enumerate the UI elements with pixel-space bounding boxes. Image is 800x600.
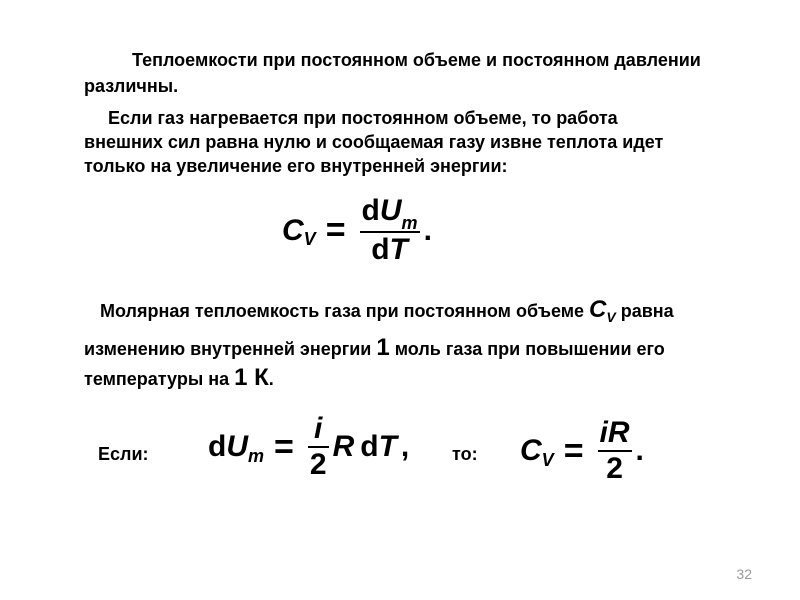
paragraph-2-line-2: внешних сил равна нулю и сообщаемая газу извне теплота идет: [84, 132, 664, 152]
formula-2-r: R: [332, 430, 355, 463]
formula-2-equals: =: [274, 427, 294, 466]
formula-1-den-var: T: [389, 233, 408, 266]
formula-3-numerator: iR: [599, 416, 630, 449]
formula-1-num-d: d: [361, 194, 380, 227]
formula-2-denominator: 2: [309, 448, 327, 481]
paragraph-2-line-3: только на увеличение его внутренней энергии:: [84, 156, 508, 176]
formula-2-fraction: [308, 412, 329, 482]
formula-1-num-subscript: m: [401, 213, 418, 233]
formula-internal-energy-differential: [208, 412, 409, 482]
formula-1-equals: =: [325, 211, 346, 249]
formula-3-fraction: [598, 416, 632, 486]
formula-3-equals: =: [563, 431, 584, 470]
formula-2-u-subscript: m: [248, 445, 265, 466]
formula-2-d: d: [208, 430, 227, 463]
formula-1-num-var: U: [379, 194, 402, 227]
formula-2-comma: ,: [400, 430, 410, 463]
formula-3-denominator: 2: [606, 452, 623, 485]
formula-3-c-subscript: V: [541, 449, 554, 470]
formula-1-den-d: d: [371, 233, 390, 266]
then-label: то:: [452, 444, 478, 464]
paragraph-3-line-2: [84, 336, 665, 361]
formula-1-period: .: [423, 213, 432, 247]
paragraph-2-line-1: Если газ нагревается при постоянном объеме, то работа: [108, 108, 618, 128]
formula-2-numerator: i: [314, 412, 323, 445]
paragraph-3-symbol-subscript: V: [606, 309, 616, 325]
formula-heat-capacity-definition: [282, 194, 432, 267]
formula-3-c: C: [520, 434, 542, 467]
paragraph-3-symbol-c: C: [589, 296, 607, 323]
formula-2-dt-t: T: [378, 430, 397, 463]
paragraph-3-line-3-tail: .: [268, 369, 274, 389]
formula-2-dt-d: d: [360, 430, 379, 463]
paragraph-3-number-one: 1: [376, 334, 390, 361]
paragraph-3-line-1-text: Молярная теплоемкость газа при постоянном объеме: [100, 301, 590, 321]
paragraph-1-line-2: различны.: [84, 76, 179, 96]
paragraph-3-one-kelvin: 1 К: [234, 364, 269, 391]
formula-2-u: U: [226, 430, 248, 463]
formula-3-period: .: [635, 434, 644, 467]
formula-1-fraction: [360, 194, 420, 267]
paragraph-3-line-2-text: изменению внутренней энергии: [84, 339, 377, 359]
paragraph-3-line-1-tail: равна: [615, 301, 674, 321]
formula-1-lhs-subscript: V: [303, 229, 316, 249]
formula-heat-capacity-result: [520, 416, 644, 486]
formula-1-numerator: [360, 194, 420, 231]
paragraph-3-line-2-tail: моль газа при повышении его: [389, 339, 665, 359]
paragraph-3-line-1: [100, 298, 674, 324]
page-number: 32: [736, 566, 752, 582]
formula-1-lhs: C: [282, 213, 304, 247]
if-label: Если:: [98, 444, 149, 464]
paragraph-1-line-1: Теплоемкости при постоянном объеме и постоянном давлении: [132, 50, 701, 70]
paragraph-3-line-3-text: температуры на: [84, 369, 235, 389]
formula-1-denominator: [369, 233, 410, 267]
paragraph-3-line-3: [84, 366, 274, 391]
